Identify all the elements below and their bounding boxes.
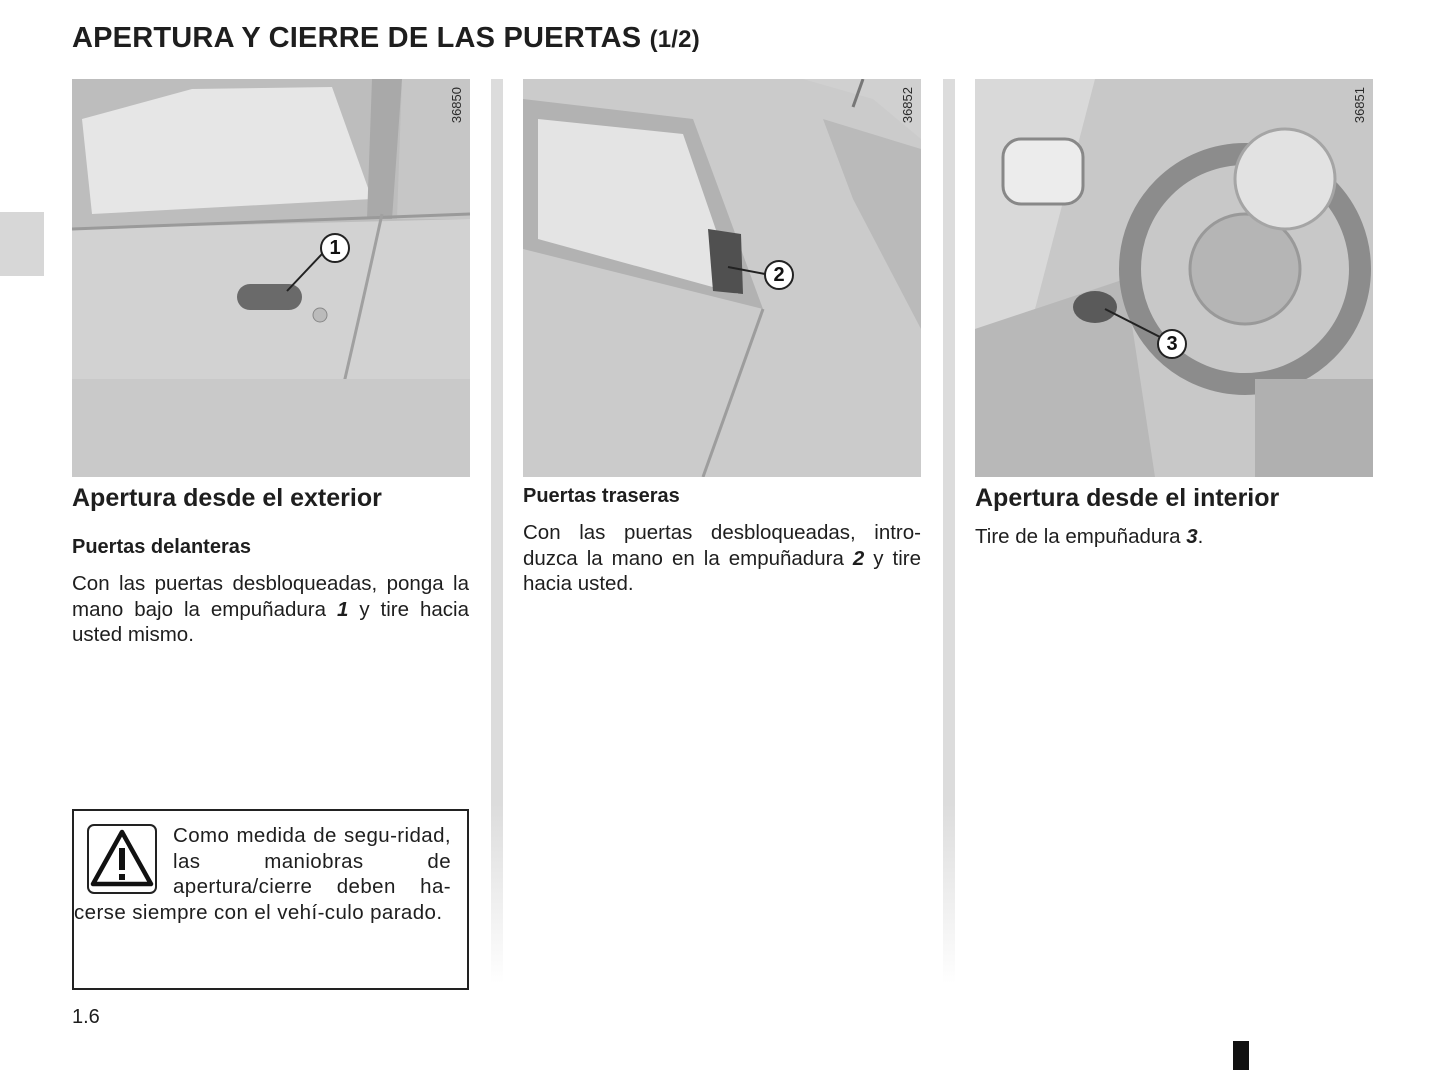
text-part: Con las puertas desbloqueadas, intro-duzca la mano en la empuñadura (523, 521, 921, 570)
interior-illustration (975, 79, 1373, 477)
callout-2: 2 (764, 260, 794, 290)
warning-box (72, 809, 469, 990)
page-title-sub: (1/2) (649, 26, 700, 53)
ref-number: 1 (336, 597, 349, 621)
page-edge-mark (1233, 1041, 1249, 1070)
column-divider (943, 79, 955, 984)
text-rear-doors (523, 520, 921, 597)
text-interior (975, 524, 1373, 550)
warning-text: Como medida de segu-ridad, las maniobras de apertura/cierre deben ha-cerse siempre con el vehí-culo parado. (74, 824, 451, 924)
page-number: 1.6 (72, 1006, 100, 1028)
text-part: Tire de la empuñadura (975, 525, 1187, 548)
ref-number: 3 (1186, 525, 1198, 548)
subheading-rear-doors: Puertas traseras (523, 485, 680, 507)
text-part: y tire hacia usted. (523, 546, 922, 595)
figure-ref-code: 36851 (1352, 87, 1367, 124)
subheading-front-doors: Puertas delanteras (72, 536, 251, 558)
text-part: . (1197, 525, 1204, 548)
text-part: y tire hacia usted mismo. (72, 597, 470, 646)
front-door-illustration (72, 79, 470, 477)
rear-door-illustration (523, 79, 921, 477)
page-title-main: APERTURA Y CIERRE DE LAS PUERTAS (72, 22, 642, 54)
figure-ref-code: 36850 (449, 87, 464, 124)
figure-front-door-exterior (72, 79, 470, 477)
text-part: Con las puertas desbloqueadas, ponga la mano bajo la empuñadura (72, 572, 469, 621)
column-divider (491, 79, 503, 984)
warning-triangle-icon (87, 824, 157, 894)
callout-1: 1 (320, 233, 350, 263)
page-title (72, 22, 700, 55)
heading-interior-opening: Apertura desde el interior (975, 484, 1280, 512)
text-front-doors (72, 571, 469, 648)
figure-ref-code: 36852 (900, 87, 915, 124)
callout-3: 3 (1157, 329, 1187, 359)
figure-interior (975, 79, 1373, 477)
section-tab (0, 212, 44, 276)
figure-rear-door (523, 79, 921, 477)
heading-exterior-opening: Apertura desde el exterior (72, 484, 382, 512)
ref-number: 2 (852, 546, 865, 570)
